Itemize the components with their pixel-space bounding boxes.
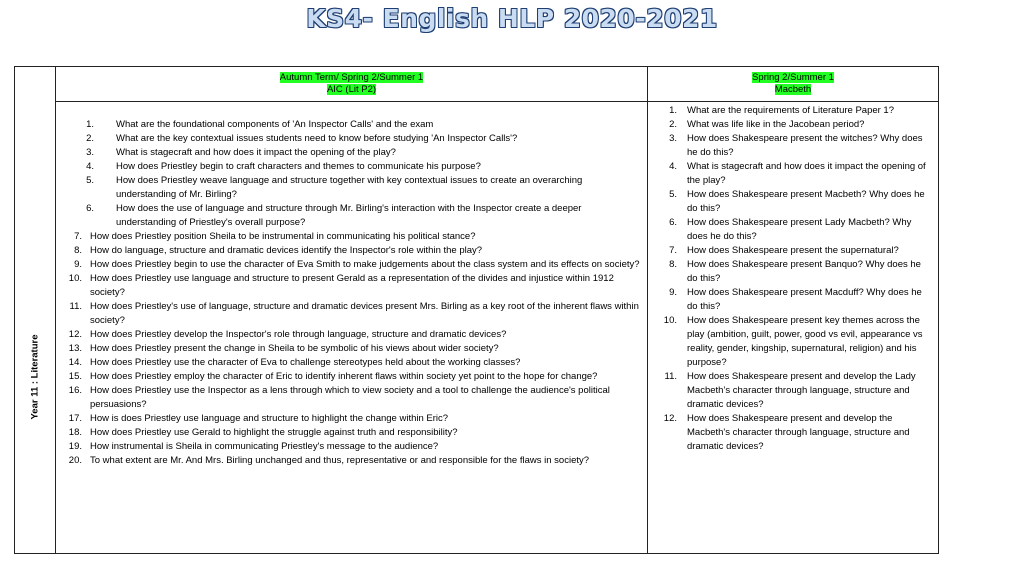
column-macbeth-heading [648, 67, 938, 102]
item-text: What are the key contextual issues students need to know before studying 'An Inspector Calls'? [116, 133, 518, 144]
item-text: How does the use of language and structure through Mr. Birling's interaction with the Inspector create a deeper understanding of Priestley's overall purpose? [116, 203, 582, 228]
item-text: How does Priestley present the change in Sheila to be symbolic of his views about wider society? [90, 343, 499, 354]
list-item [74, 244, 641, 258]
item-text: How does Shakespeare present the witches? Why does he do this? [687, 133, 923, 158]
item-text: What are the requirements of Literature Paper 1? [687, 105, 895, 116]
item-text: To what extent are Mr. And Mrs. Birling unchanged and thus, representative or and responsible for the flaws in society? [90, 455, 590, 466]
page-title: KS4- English HLP 2020-2021 [306, 4, 718, 33]
item-text: How is does Priestley use language and structure to highlight the change within Eric? [90, 413, 449, 424]
item-text: How does Priestley develop the Inspector's role through language, structure and dramatic devices? [90, 329, 507, 340]
item-text: How does Shakespeare present Banquo? Why does he do this? [687, 259, 921, 284]
item-number: 19. [68, 441, 82, 452]
item-number: 14. [68, 357, 82, 368]
item-number: 17. [68, 413, 82, 424]
item-number: 6. [86, 203, 94, 214]
item-number: 3. [86, 147, 94, 158]
item-text: What are the foundational components of 'An Inspector Calls' and the exam [116, 119, 434, 130]
item-text: How does Priestley employ the character of Eric to identify inherent flaws within society yet point to the hope for change? [90, 371, 598, 382]
item-text: How does Priestley begin to craft characters and themes to communicate his purpose? [116, 161, 481, 172]
list-item [663, 314, 934, 370]
list-item [68, 272, 641, 300]
item-text: How do language, structure and dramatic devices identify the Inspector's role within the play? [90, 245, 483, 256]
list-item [68, 426, 641, 440]
item-text: How does Priestley weave language and structure together with key contextual issues to create an overarching understanding of Mr. Birling? [116, 175, 583, 200]
item-text: How does Priestley use the character of Eva to challenge stereotypes held about the working classes? [90, 357, 521, 368]
list-item [82, 174, 641, 202]
list-item [68, 342, 641, 356]
item-number: 1. [86, 119, 94, 130]
list-item [669, 258, 934, 286]
list-item [669, 160, 934, 188]
item-number: 12. [68, 329, 82, 340]
item-text: How does Priestley begin to use the character of Eva Smith to make judgements about the class system and its effects on society? [90, 259, 640, 270]
list-item [663, 412, 934, 454]
item-number: 12. [663, 413, 677, 424]
list-item [82, 160, 641, 174]
item-number: 2. [86, 133, 94, 144]
item-number: 4. [86, 161, 94, 172]
list-item [82, 146, 641, 160]
item-number: 15. [68, 371, 82, 382]
item-number: 20. [68, 455, 82, 466]
item-number: 7. [74, 231, 82, 242]
aic-question-list [56, 102, 647, 468]
list-item [68, 412, 641, 426]
item-number: 18. [68, 427, 82, 438]
item-number: 8. [74, 245, 82, 256]
column-aic-topic: AIC (Lit P2) [326, 84, 377, 95]
item-text: How does Priestley use language and structure to present Gerald as a representation of the divides and injustice within 1912 society? [90, 273, 614, 298]
macbeth-question-list [648, 102, 938, 454]
list-item [82, 118, 641, 132]
list-item [82, 132, 641, 146]
item-number: 6. [669, 217, 677, 228]
column-aic-term: Autumn Term/ Spring 2/Summer 1 [279, 72, 424, 83]
list-item [74, 258, 641, 272]
column-aic-heading [56, 67, 647, 102]
item-number: 10. [68, 273, 82, 284]
list-item [669, 188, 934, 216]
item-text: What was life like in the Jacobean period? [687, 119, 865, 130]
list-item [68, 370, 641, 384]
list-item [68, 454, 641, 468]
item-text: How does Shakespeare present Lady Macbeth? Why does he do this? [687, 217, 912, 242]
item-number: 2. [669, 119, 677, 130]
item-text: How does Shakespeare present Macbeth? Why does he do this? [687, 189, 925, 214]
item-text: How does Priestley use Gerald to highlight the struggle against truth and responsibility? [90, 427, 458, 438]
list-item [669, 244, 934, 258]
item-number: 5. [86, 175, 94, 186]
item-number: 13. [68, 343, 82, 354]
item-number: 7. [669, 245, 677, 256]
item-number: 5. [669, 189, 677, 200]
item-text: How does Priestley use the Inspector as a lens through which to view society and a tool to challenge the audience's political persuasions? [90, 385, 610, 410]
item-number: 9. [74, 259, 82, 270]
item-number: 10. [663, 315, 677, 326]
list-item [74, 230, 641, 244]
item-number: 16. [68, 385, 82, 396]
row-header-cell [15, 67, 56, 553]
list-item [68, 356, 641, 370]
item-text: How does Shakespeare present Macduff? Why does he do this? [687, 287, 922, 312]
list-item [669, 104, 934, 118]
item-text: How instrumental is Sheila in communicating Priestley's message to the audience? [90, 441, 439, 452]
item-text: How does Shakespeare present the supernatural? [687, 245, 899, 256]
item-text: What is stagecraft and how does it impact the opening of the play? [687, 161, 926, 186]
list-item [82, 202, 641, 230]
list-item [669, 118, 934, 132]
column-macbeth-term: Spring 2/Summer 1 [752, 72, 834, 83]
list-item [669, 132, 934, 160]
item-number: 11. [664, 371, 677, 382]
row-label: Year 11 : Literature [29, 334, 41, 420]
item-text: How does Shakespeare present and develop the Macbeth's character through language, structure and dramatic devices? [687, 413, 910, 452]
list-item [68, 440, 641, 454]
item-number: 3. [669, 133, 677, 144]
curriculum-table [14, 66, 939, 554]
item-number: 8. [669, 259, 677, 270]
list-item [68, 384, 641, 412]
list-item [669, 286, 934, 314]
item-number: 9. [669, 287, 677, 298]
item-number: 4. [669, 161, 677, 172]
column-macbeth-topic: Macbeth [774, 84, 812, 95]
list-item [664, 370, 934, 412]
item-text: How does Shakespeare present key themes across the play (ambition, guilt, power, good vs evil, appearance vs reality, gender, kingship, supernatural, religion) and his purpose? [687, 315, 923, 368]
item-text: How does Shakespeare present and develop the Lady Macbeth’s character through language, structure and dramatic devices? [687, 371, 916, 410]
column-aic [56, 67, 648, 553]
list-item [69, 300, 641, 328]
item-text: What is stagecraft and how does it impact the opening of the play? [116, 147, 396, 158]
item-number: 11. [69, 301, 82, 312]
item-text: How does Priestley position Sheila to be instrumental in communicating his political stance? [90, 231, 476, 242]
item-text: How does Priestley's use of language, structure and dramatic devices present Mrs. Birling as a key root of the inherent flaws within society? [90, 301, 639, 326]
list-item [68, 328, 641, 342]
item-number: 1. [669, 105, 677, 116]
column-macbeth [648, 67, 938, 553]
list-item [669, 216, 934, 244]
